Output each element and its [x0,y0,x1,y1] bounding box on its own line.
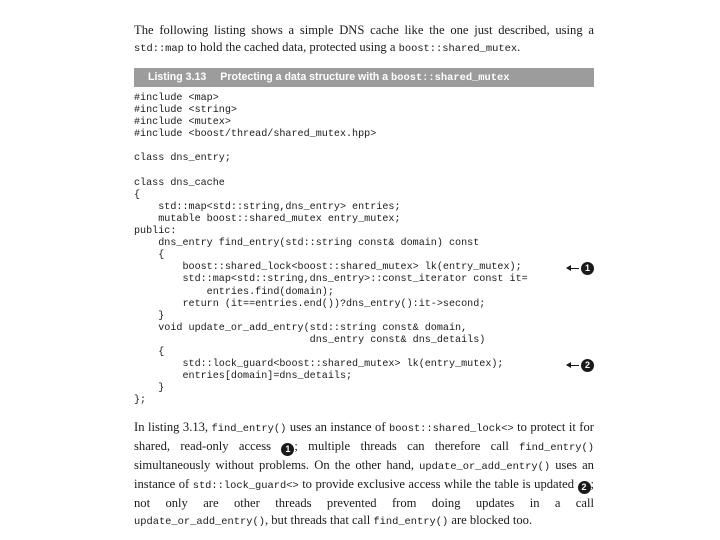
code-line: std::map<std::string,dns_entry>::const_iterator const it= [134,274,528,286]
code-line: class dns_entry; [134,153,231,165]
code-listing [134,93,594,407]
code-line: #include <map> [134,93,219,104]
page [134,22,594,531]
code-line: void update_or_add_entry(std::string const& domain, [134,322,468,334]
prose-text: to provide exclusive access while the table is updated [298,477,578,492]
prose-text: , but threads that call [264,513,374,528]
prose-code: find_entry() [211,423,287,436]
prose-code: update_or_add_entry() [419,461,551,474]
code-line: #include <string> [134,105,237,117]
prose-text: ; not only are other threads prevented from doing updates in a call [134,477,594,511]
code-line: }; [134,395,147,407]
callout-number-badge: 2 [581,359,594,372]
code-line: entries.find(domain); [134,286,334,298]
code-line: dns_entry const& dns_details) [134,334,486,346]
callout-marker-2 [567,359,594,372]
listing-title: Protecting a data structure with a [220,71,391,83]
intro-paragraph [134,22,594,58]
prose-code: update_or_add_entry() [134,516,265,529]
code-line: return (it==entries.end())?dns_entry():it->second; [134,298,486,310]
callout-number-badge: 1 [581,262,594,275]
callout-badge-1: 1 [281,443,294,456]
intro-text-3: . [517,40,521,54]
code-line: mutable boost::shared_mutex entry_mutex; [134,213,401,225]
callout-badge-2: 2 [578,481,591,494]
prose-code: find_entry() [373,516,449,529]
code-line: entries[domain]=dns_details; [134,371,353,383]
code-line [134,141,594,153]
prose-text: uses an instance of [134,458,594,492]
code-line [134,166,594,178]
code-line: #include <mutex> [134,117,231,129]
listing-number: Listing 3.13 [148,71,207,83]
prose-text: ; multiple threads can therefore call [294,439,520,454]
prose-code: std::lock_guard<> [192,480,299,493]
arrow-icon [567,365,579,366]
listing-header [134,68,594,87]
prose-text: simultaneously without problems. On the other hand, [134,458,420,473]
prose-code: boost::shared_lock<> [389,423,514,436]
prose-code: find_entry() [519,442,594,455]
code-line: #include <boost/thread/shared_mutex.hpp> [134,129,377,141]
code-line: boost::shared_lock<boost::shared_mutex> lk(entry_mutex); [134,262,522,274]
explanation-paragraph [134,419,594,531]
listing-title-code: boost::shared_mutex [391,72,510,84]
prose-text: are blocked too. [448,513,533,528]
prose-text: to protect it for shared, read-only access [134,420,594,454]
code-line: std::map<std::string,dns_entry> entries; [134,201,401,213]
code-line: std::lock_guard<boost::shared_mutex> lk(entry_mutex); [134,359,504,371]
code-line: { [134,189,141,201]
arrow-icon [567,268,579,269]
code-line: { [134,250,165,262]
intro-code-map: std::map [134,43,184,55]
code-line: { [134,346,165,358]
callout-marker-1 [567,262,594,275]
code-line: public: [134,226,177,238]
code-line: } [134,310,165,322]
intro-text-2: to hold the cached data, protected using a [183,40,399,54]
code-line: } [134,383,165,395]
intro-text-1: The following listing shows a simple DNS cache like the one just described, using a [134,23,594,37]
code-line: dns_entry find_entry(std::string const& domain) const [134,238,480,250]
intro-code-shared-mutex: boost::shared_mutex [398,43,518,55]
code-line: class dns_cache [134,177,225,189]
prose-text: uses an instance of [286,420,389,435]
prose-text: In listing 3.13, [134,420,212,435]
